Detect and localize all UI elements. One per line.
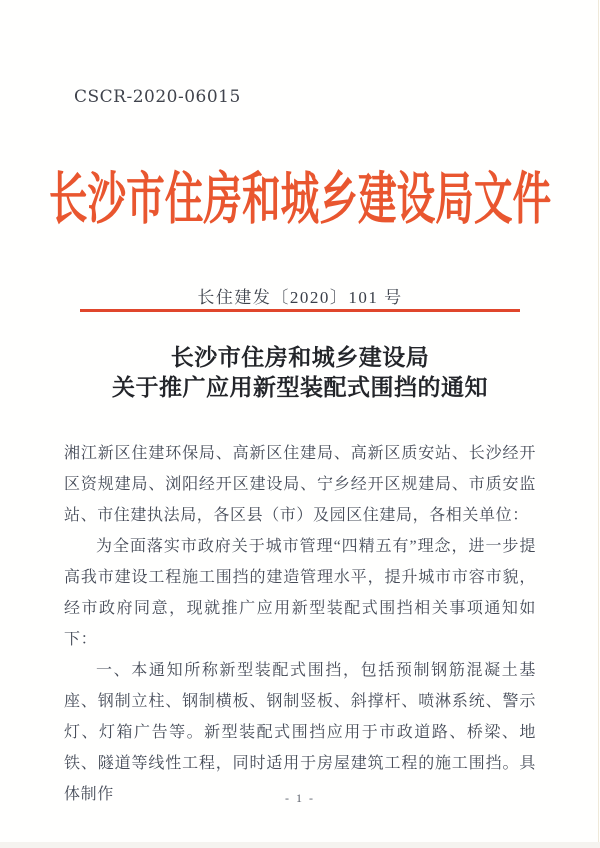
document-body	[64, 438, 536, 810]
scan-edge-bottom	[0, 842, 600, 848]
page-number: - 1 -	[285, 791, 315, 805]
document-code: CSCR-2020-06015	[74, 87, 241, 107]
scan-edge-right	[598, 0, 599, 848]
body-paragraph-2: 一、本通知所称新型装配式围挡，包括预制钢筋混凝土基座、钢制立柱、钢制横板、钢制竖板、斜撑杆、喷淋系统、警示灯、灯箱广告等。新型装配式围挡应用于市政道路、桥梁、地铁、隧道等线性工程，同时适用于房屋建筑工程的施工围挡。具体制作	[64, 662, 536, 803]
notice-title-line2: 关于推广应用新型装配式围挡的通知	[112, 375, 488, 400]
agency-banner-title: 长沙市住房和城乡建设局文件	[48, 169, 552, 232]
red-divider-line	[80, 309, 520, 312]
body-paragraph-1: 为全面落实市政府关于城市管理“四精五有”理念，进一步提高我市建设工程施工围挡的建造管理水平，提升城市市容市貌，经市政府同意，现就推广应用新型装配式围挡相关事项通知如下：	[64, 538, 536, 648]
notice-title-line1: 长沙市住房和城乡建设局	[170, 345, 430, 370]
reference-number: 长住建发〔2020〕101 号	[197, 288, 403, 307]
notice-title	[0, 343, 600, 403]
recipients-paragraph: 湘江新区住建环保局、高新区住建局、高新区质安站、长沙经开区资规建局、浏阳经开区建设局、宁乡经开区规建局、市质安监站、市住建执法局，各区县（市）及园区住建局，各相关单位：	[64, 445, 536, 524]
